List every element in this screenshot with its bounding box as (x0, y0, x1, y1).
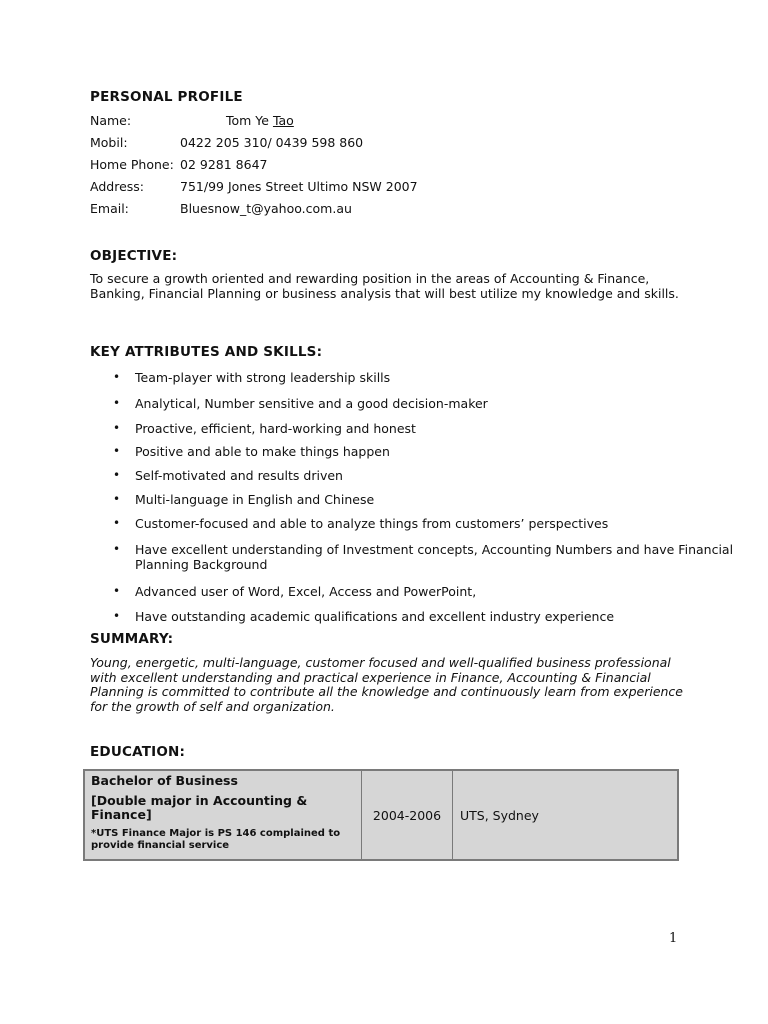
list-item (90, 444, 735, 459)
bullet-icon: • (113, 516, 121, 530)
name-surname: Tao (272, 113, 294, 128)
summary-heading: SUMMARY: (90, 631, 174, 647)
mobile-label: Mobil: (90, 135, 128, 150)
summary-text: Young, energetic, multi-language, customer focused and well-qualified business professional with excellent understanding and practical experience in Finance, Accounting & Financial Planning is committed to contribute all the knowledge and continuously learn from experience for the growth of self and organization. (90, 655, 683, 714)
skill-text: Have excellent understanding of Investment concepts, Accounting Numbers and have Financial Planning Background (135, 542, 734, 572)
degree-major: [Double major in Accounting & Finance] (91, 793, 308, 822)
degree-cell (84, 770, 362, 860)
profile-row-home-phone (90, 156, 267, 174)
list-item (90, 370, 735, 385)
bullet-icon: • (113, 421, 121, 435)
objective-heading: OBJECTIVE: (90, 248, 178, 264)
list-item (90, 584, 735, 599)
skill-text: Advanced user of Word, Excel, Access and PowerPoint, (135, 584, 477, 599)
list-item (90, 396, 735, 411)
list-item (90, 516, 735, 531)
name-value (226, 112, 294, 130)
list-item (90, 492, 735, 507)
degree-title: Bachelor of Business (91, 773, 238, 788)
bullet-icon: • (113, 542, 121, 556)
bullet-icon: • (113, 609, 121, 623)
list-item (90, 609, 735, 624)
address-label: Address: (90, 179, 144, 194)
bullet-icon: • (113, 468, 121, 482)
bullet-icon: • (113, 396, 121, 410)
profile-row-email (90, 200, 352, 218)
mobile-value: 0422 205 310/ 0439 598 860 (180, 135, 364, 150)
list-item (90, 542, 735, 572)
bullet-icon: • (113, 370, 121, 384)
profile-row-address (90, 178, 418, 196)
bullet-icon: • (113, 584, 121, 598)
skill-text: Positive and able to make things happen (135, 444, 390, 459)
education-table (83, 769, 679, 861)
bullet-icon: • (113, 492, 121, 506)
skills-heading: KEY ATTRIBUTES AND SKILLS: (90, 344, 323, 360)
bullet-icon: • (113, 444, 121, 458)
list-item (90, 468, 735, 483)
skill-text: Team-player with strong leadership skills (135, 370, 391, 385)
email-label: Email: (90, 201, 129, 216)
profile-row-mobile (90, 134, 363, 152)
skill-text: Analytical, Number sensitive and a good decision-maker (135, 396, 488, 411)
profile-heading: PERSONAL PROFILE (90, 89, 243, 105)
address-value: 751/99 Jones Street Ultimo NSW 2007 (180, 179, 418, 194)
degree-note: *UTS Finance Major is PS 146 complained to provide financial service (91, 828, 341, 851)
skill-text: Proactive, efficient, hard-working and honest (135, 421, 416, 436)
home-phone-label: Home Phone: (90, 157, 174, 172)
years-cell: 2004-2006 (362, 770, 453, 860)
profile-row-name (90, 112, 294, 130)
skill-text: Self-motivated and results driven (135, 468, 343, 483)
education-heading: EDUCATION: (90, 744, 186, 760)
objective-text: To secure a growth oriented and rewarding position in the areas of Accounting & Finance, Banking, Financial Planning or business analysis that will best utilize my knowledge and skills. (90, 271, 679, 301)
table-row (84, 770, 678, 860)
name-label: Name: (90, 113, 132, 128)
page-number: 1 (669, 931, 678, 946)
skill-text: Multi-language in English and Chinese (135, 492, 375, 507)
email-value: Bluesnow_t@yahoo.com.au (180, 201, 352, 216)
skill-text: Customer-focused and able to analyze things from customers’ perspectives (135, 516, 609, 531)
institution-cell: UTS, Sydney (453, 770, 679, 860)
name-given: Tom Ye (226, 113, 273, 128)
home-phone-value: 02 9281 8647 (180, 157, 268, 172)
list-item (90, 421, 735, 436)
skill-text: Have outstanding academic qualifications and excellent industry experience (135, 609, 615, 624)
